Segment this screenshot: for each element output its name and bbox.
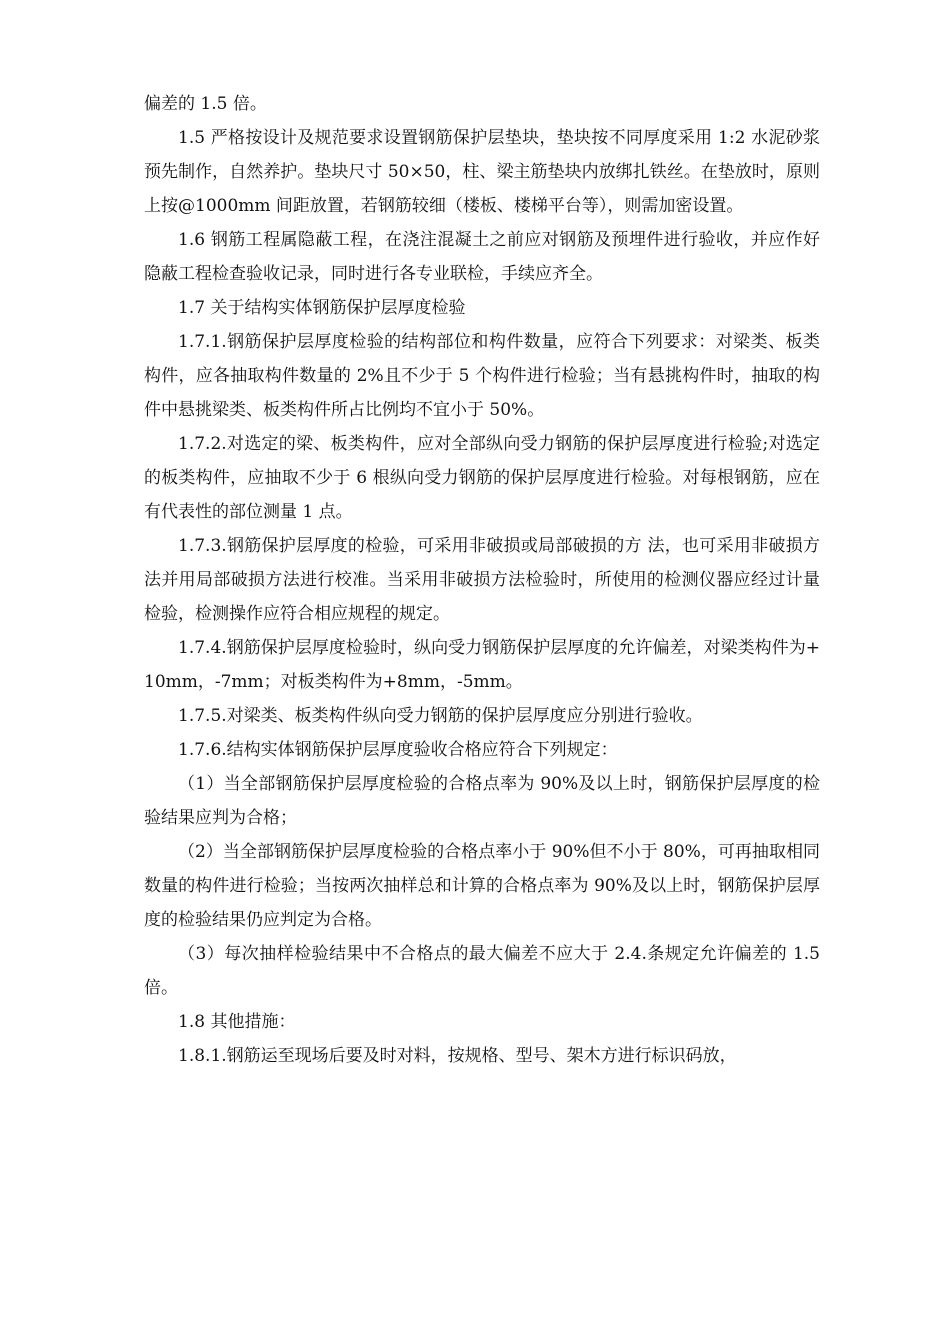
paragraph-continuation: 偏差的 1.5 倍。	[144, 94, 267, 114]
paragraph-1-7-2: 1.7.2.对选定的梁、板类构件，应对全部纵向受力钢筋的保护层厚度进行检验;对选定的板类构件，应抽取不少于 6 根纵向受力钢筋的保护层厚度进行检验。对每根钢筋，应在有代表性的部位测量 1 点。	[144, 434, 820, 522]
heading-1-8: 1.8 其他措施：	[178, 1012, 296, 1032]
list-item-3: （3）每次抽样检验结果中不合格点的最大偏差不应大于 2.4.条规定允许偏差的 1.5 倍。	[144, 944, 826, 998]
paragraph-1-6: 1.6 钢筋工程属隐蔽工程，在浇注混凝土之前应对钢筋及预埋件进行验收，并应作好隐蔽工程检查验收记录，同时进行各专业联检，手续应齐全。	[144, 230, 820, 284]
paragraph-1-7-1: 1.7.1.钢筋保护层厚度检验的结构部位和构件数量，应符合下列要求：对梁类、板类构件，应各抽取构件数量的 2%且不少于 5 个构件进行检验；当有悬挑构件时，抽取的构件中悬挑梁类、板类构件所占比例均不宜小于 50%。	[144, 332, 820, 420]
list-item-2: （2）当全部钢筋保护层厚度检验的合格点率小于 90%但不小于 80%，可再抽取相同数量的构件进行检验；当按两次抽样总和计算的合格点率为 90%及以上时，钢筋保护层厚度的检验结果仍应判定为合格。	[144, 842, 820, 930]
paragraph-1-7-6: 1.7.6.结构实体钢筋保护层厚度验收合格应符合下列规定：	[178, 740, 618, 760]
paragraph-1-7-5: 1.7.5.对梁类、板类构件纵向受力钢筋的保护层厚度应分别进行验收。	[178, 706, 703, 726]
paragraph-1-5: 1.5 严格按设计及规范要求设置钢筋保护层垫块，垫块按不同厚度采用 1:2 水泥砂浆预先制作，自然养护。垫块尺寸 50×50，柱、梁主筋垫块内放绑扎铁丝。在垫放时，原则上按@1000mm 间距放置，若钢筋较细（楼板、楼梯平台等），则需加密设置。	[144, 128, 820, 216]
paragraph-1-7-4: 1.7.4.钢筋保护层厚度检验时，纵向受力钢筋保护层厚度的允许偏差，对梁类构件为+10mm，-7mm；对板类构件为+8mm，-5mm。	[144, 638, 820, 692]
paragraph-1-7-3: 1.7.3.钢筋保护层厚度的检验，可采用非破损或局部破损的方 法，也可采用非破损方法并用局部破损方法进行校准。当采用非破损方法检验时，所使用的检测仪器应经过计量检验，检测操作应符合相应规程的规定。	[144, 536, 820, 624]
document-body	[144, 87, 826, 1073]
paragraph-1-8-1: 1.8.1.钢筋运至现场后要及时对料，按规格、型号、架木方进行标识码放，	[178, 1046, 737, 1066]
list-item-1: （1）当全部钢筋保护层厚度检验的合格点率为 90%及以上时，钢筋保护层厚度的检验结果应判为合格；	[144, 774, 820, 828]
heading-1-7: 1.7 关于结构实体钢筋保护层厚度检验	[178, 298, 466, 318]
